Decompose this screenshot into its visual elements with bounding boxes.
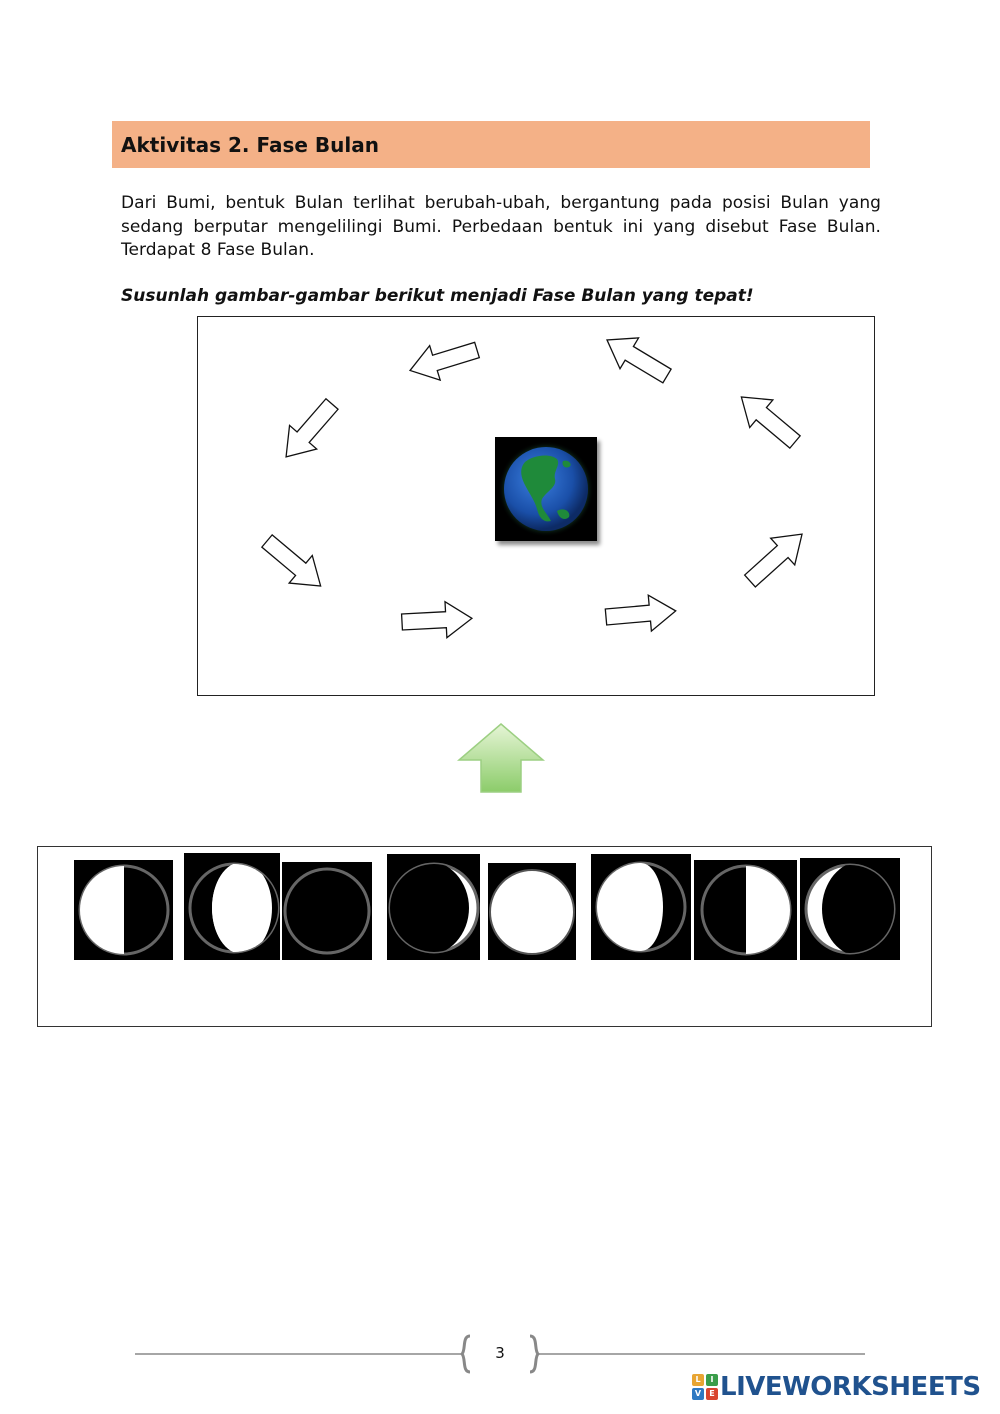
liveworksheets-logo-icon: L I V E bbox=[692, 1374, 718, 1400]
instruction-text: Susunlah gambar-gambar berikut menjadi Fase Bulan yang tepat! bbox=[121, 286, 754, 306]
phase-card-3[interactable] bbox=[282, 862, 372, 960]
phase-card-2[interactable] bbox=[184, 853, 280, 960]
section-header bbox=[112, 121, 870, 168]
phase-card-6[interactable] bbox=[591, 854, 691, 960]
phase-card-5[interactable] bbox=[488, 863, 576, 960]
phase-card-8[interactable] bbox=[800, 858, 900, 960]
section-title: Aktivitas 2. Fase Bulan bbox=[121, 132, 379, 157]
green-up-arrow-icon bbox=[455, 720, 547, 796]
orbit-arrow-7 bbox=[730, 383, 807, 456]
earth-globe-icon bbox=[495, 437, 597, 541]
phase-card-7[interactable] bbox=[694, 860, 797, 960]
orbit-arrow-4 bbox=[401, 600, 473, 640]
intro-paragraph: Dari Bumi, bentuk Bulan terlihat berubah-ubah, bergantung pada posisi Bulan yang sedang berputar mengelilingi Bumi. Perbedaan bentuk ini yang disebut Fase Bulan. Terdapat 8 Fase Bulan. bbox=[121, 193, 881, 260]
orbit-arrow-1 bbox=[405, 333, 482, 388]
orbit-arrow-8 bbox=[598, 325, 677, 392]
phase-card-4[interactable] bbox=[387, 854, 480, 960]
brand-name: LIVEWORKSHEETS bbox=[720, 1372, 981, 1402]
page-number: 3 bbox=[495, 1344, 505, 1362]
orbit-arrow-2 bbox=[272, 392, 345, 468]
orbit-arrow-3 bbox=[255, 527, 332, 600]
phase-card-1[interactable] bbox=[74, 860, 173, 960]
orbit-arrow-5 bbox=[604, 593, 677, 635]
liveworksheets-brand bbox=[692, 1372, 981, 1402]
orbit-arrow-6 bbox=[738, 521, 814, 595]
